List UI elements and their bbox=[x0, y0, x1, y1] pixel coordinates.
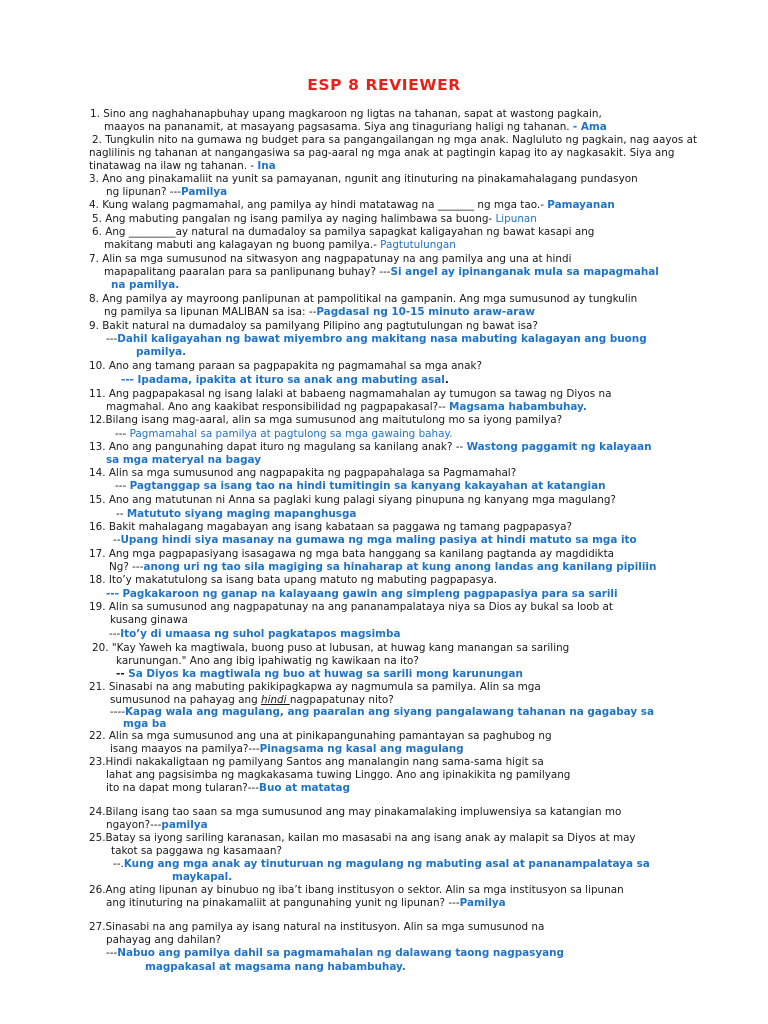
document-line bbox=[116, 655, 419, 668]
question-text: 2. Tungkulin nito na gumawa ng budget para sa pangangailangan ng mga anak. Nagluluto ng pagkain, nag aayos at bbox=[92, 134, 698, 146]
question-text: --. bbox=[113, 858, 124, 870]
question-text: kusang ginawa bbox=[110, 614, 188, 626]
document-line bbox=[115, 428, 452, 441]
answer-text: pamilya bbox=[161, 819, 208, 831]
question-text: 12.Bilang isang mag-aaral, alin sa mga sumusunod ang maitutulong mo sa iyong pamilya? bbox=[89, 414, 563, 426]
answer-text: Pinagsama ng kasal ang magulang bbox=[259, 743, 464, 755]
document-line bbox=[89, 548, 614, 561]
question-text: maayos na pananamit, at masayang pagsasama. Siya ang tinaguriang haligi ng tahanan. bbox=[104, 121, 573, 133]
document-line bbox=[106, 186, 227, 199]
question-text: 6. Ang _________ay natural na dumadaloy sa pamilya sapagkat kaligayahan ng bawat kasapi ang bbox=[92, 226, 595, 238]
answer-text: Pamilya bbox=[181, 186, 228, 198]
question-text: naglilinis ng tahanan at nangangasiwa sa pag-aaral ng mga anak at pagtingin kapag ito ay nagkasakit. Siya ang bbox=[89, 147, 675, 159]
question-text: takot sa paggawa ng kasamaan? bbox=[111, 845, 283, 857]
question-text: 17. Ang mga pagpapasiyang isasagawa ng mga bata hanggang sa kanilang pagtanda ay magdidikta bbox=[89, 548, 615, 560]
answer-text: --- Ipadama, ipakita at ituro sa anak ang mabuting asal bbox=[121, 374, 445, 386]
document-line bbox=[89, 441, 652, 454]
document-line bbox=[106, 947, 564, 960]
answer-text: magpakasal at magsama nang habambuhay. bbox=[145, 961, 406, 973]
answer-text: Wastong paggamit ng kalayaan bbox=[466, 441, 652, 453]
answer-text: Pagtutulungan bbox=[380, 239, 456, 251]
document-line bbox=[89, 147, 674, 160]
document-line bbox=[109, 628, 400, 641]
question-text: lahat ang pagsisimba ng magkakasama tuwing Linggo. Ano ang ipinakikita ng pamilyang bbox=[106, 769, 571, 781]
document-line bbox=[89, 360, 482, 373]
document-line bbox=[104, 266, 659, 279]
document-line bbox=[89, 253, 571, 266]
question-text: magmahal. Ano ang kaakibat responsibilidad ng pagpapakasal?-- bbox=[106, 401, 449, 413]
document-line bbox=[92, 642, 569, 655]
answer-text: sa mga materyal na bagay bbox=[106, 454, 262, 466]
answer-text: na pamilya. bbox=[111, 279, 180, 291]
document-line bbox=[89, 414, 562, 427]
question-text: 27.Sinasabi na ang pamilya ay isang natural na institusyon. Alin sa mga sumusunod na bbox=[89, 921, 545, 933]
document-line bbox=[115, 480, 606, 493]
document-line bbox=[89, 806, 621, 819]
question-text: pahayag ang dahilan? bbox=[106, 934, 221, 946]
document-line bbox=[106, 934, 221, 947]
question-text: . bbox=[444, 374, 449, 386]
question-text: 19. Alin sa sumusunod ang nagpapatunay na ang pananampalataya niya sa Dios ay bukal sa loob at bbox=[89, 601, 613, 613]
document-line bbox=[89, 388, 611, 401]
question-text: --- bbox=[109, 628, 121, 640]
question-text: 5. Ang mabuting pangalan ng isang pamilya ay naging halimbawa sa buong- bbox=[92, 213, 496, 225]
question-text: -- bbox=[113, 534, 121, 546]
question-text: -- bbox=[116, 668, 129, 680]
question-text: ito na dapat mong tularan?--- bbox=[106, 782, 260, 794]
answer-text: Magsama habambuhay. bbox=[449, 401, 587, 413]
question-text: Ng? --- bbox=[109, 561, 144, 573]
question-text: 4. Kung walang pagmamahal, ang pamilya ay hindi matatawag na _______ ng mga tao.- bbox=[89, 199, 548, 211]
document-line bbox=[90, 108, 602, 121]
document-line bbox=[145, 961, 406, 974]
document-line bbox=[111, 845, 282, 858]
document-line bbox=[89, 681, 541, 694]
document-line bbox=[89, 293, 637, 306]
document-line bbox=[116, 508, 356, 521]
document-line bbox=[136, 346, 186, 359]
document-line bbox=[110, 614, 188, 627]
answer-text: Kapag wala ang magulang, ang paaralan ang siyang pangalawang tahanan na gagabay sa bbox=[125, 706, 654, 718]
question-text: 22. Alin sa mga sumusunod ang una at pinikapangunahing pamantayan sa paghubog ng bbox=[89, 730, 552, 742]
question-text: 1. Sino ang naghahanapbuhay upang magkaroon ng ligtas na tahanan, sapat at wastong pagkain, bbox=[90, 108, 602, 120]
answer-text: Lipunan bbox=[495, 213, 537, 225]
question-text: ---- bbox=[110, 706, 125, 718]
page-title: ESP 8 REVIEWER bbox=[307, 76, 461, 94]
answer-text: anong uri ng tao sila magiging sa hinaharap at kung anong landas ang kanilang pipiliin bbox=[143, 561, 657, 573]
document-line bbox=[106, 769, 570, 782]
question-text: 18. Ito’y makatutulong sa isang bata upang matuto ng mabuting pagpapasya. bbox=[89, 574, 497, 586]
question-text: 7. Alin sa mga sumusunod na sitwasyon ang nagpapatunay na ang pamilya ang una at hindi bbox=[89, 253, 572, 265]
answer-text: Pamilya bbox=[459, 897, 506, 909]
question-text: --- bbox=[115, 480, 130, 492]
document-line bbox=[89, 756, 544, 769]
document-line bbox=[172, 871, 232, 884]
document-line bbox=[106, 588, 618, 601]
document-line bbox=[89, 730, 552, 743]
question-text: ng lipunan? --- bbox=[106, 186, 182, 198]
answer-text: Pagtanggap sa isang tao na hindi tumitingin sa kanyang kakayahan at katangian bbox=[129, 480, 606, 492]
answer-text: mga ba bbox=[123, 718, 167, 730]
document-line bbox=[89, 320, 538, 333]
answer-text: Matututo siyang maging mapanghusga bbox=[126, 508, 357, 520]
answer-text: Kung ang mga anak ay tinuturuan ng magulang ng mabuting asal at pananampalataya sa bbox=[123, 858, 650, 870]
question-text: 13. Ano ang pangunahing dapat ituro ng magulang sa kanilang anak? -- bbox=[89, 441, 467, 453]
document-line bbox=[106, 897, 506, 910]
answer-text: - Ama bbox=[572, 121, 607, 133]
answer-text: Si angel ay ipinanganak mula sa mapagmahal bbox=[390, 266, 659, 278]
answer-text: Pagmamahal sa pamilya at pagtulong sa mga gawaing bahay. bbox=[129, 428, 453, 440]
question-text: karunungan." Ano ang ibig ipahiwatig ng kawikaan na ito? bbox=[116, 655, 419, 667]
document-line bbox=[89, 160, 276, 173]
document-line bbox=[89, 494, 616, 507]
answer-text: Buo at matatag bbox=[259, 782, 350, 794]
question-text: nagpapatunay nito? bbox=[289, 694, 394, 706]
document-line bbox=[106, 333, 647, 346]
question-text: mapapalitang paaralan para sa panlipunang buhay? --- bbox=[104, 266, 391, 278]
answer-text: Ina bbox=[257, 160, 276, 172]
question-text: 16. Bakit mahalagang magabayan ang isang kabataan sa paggawa ng tamang pagpapasya? bbox=[89, 521, 573, 533]
document-line bbox=[92, 134, 697, 147]
document-line bbox=[116, 668, 523, 681]
answer-text: Sa Diyos ka magtiwala ng buo at huwag sa sarili mong karunungan bbox=[128, 668, 523, 680]
answer-text: Dahil kaligayahan ng bawat miyembro ang makitang nasa mabuting kalagayan ang buong bbox=[117, 333, 647, 345]
document-line bbox=[89, 921, 544, 934]
question-text: 20. "Kay Yaweh ka magtiwala, buong puso at lubusan, at huwag kang manangan sa sariling bbox=[92, 642, 570, 654]
question-text: 25.Batay sa iyong sariling karanasan, kailan mo masasabi na ang isang anak ay malapit sa Diyos at may bbox=[89, 832, 636, 844]
answer-text: maykapal. bbox=[172, 871, 233, 883]
question-text: tinatawag na ilaw ng tahanan. - bbox=[89, 160, 258, 172]
document-line bbox=[110, 743, 464, 756]
document-line bbox=[89, 601, 613, 614]
question-text: sumusunod na pahayag ang bbox=[110, 694, 261, 706]
question-text: 9. Bakit natural na dumadaloy sa pamilyang Pilipino ang pagtutulungan ng bawat isa? bbox=[89, 320, 538, 332]
document-line bbox=[89, 199, 615, 212]
answer-text: Nabuo ang pamilya dahil sa pagmamahalan ng dalawang taong nagpasyang bbox=[117, 947, 564, 959]
document-line bbox=[106, 454, 261, 467]
document-line bbox=[89, 467, 516, 480]
document-line bbox=[92, 226, 594, 239]
question-text: ng pamilya sa lipunan MALIBAN sa isa: -- bbox=[104, 306, 317, 318]
question-text: 14. Alin sa mga sumusunod ang nagpapakita ng pagpapahalaga sa Pagmamahal? bbox=[89, 467, 517, 479]
question-text: makitang mabuti ang kalagayan ng buong pamilya.- bbox=[104, 239, 381, 251]
answer-text: Upang hindi siya masanay na gumawa ng mga maling pasiya at hindi matuto sa mga ito bbox=[120, 534, 637, 546]
question-text: 21. Sinasabi na ang mabuting pakikipagkapwa ay nagmumula sa pamilya. Alin sa mga bbox=[89, 681, 541, 693]
question-text: 11. Ang pagpapakasal ng isang lalaki at babaeng nagmamahalan ay tumugon sa tawag ng Diyos na bbox=[89, 388, 612, 400]
document-line bbox=[106, 782, 350, 795]
document-line bbox=[104, 239, 456, 252]
question-text: 8. Ang pamilya ay mayroong panlipunan at pampolitikal na gampanin. Ang mga sumusunod ay tungkulin bbox=[89, 293, 638, 305]
document-line bbox=[89, 574, 497, 587]
document-line bbox=[89, 521, 572, 534]
document-line bbox=[109, 561, 656, 574]
question-text: --- bbox=[106, 333, 118, 345]
question-text: 23.Hindi nakakaligtaan ng pamilyang Santos ang manalangin nang sama-sama higit sa bbox=[89, 756, 544, 768]
answer-text: --- Pagkakaroon ng ganap na kalayaang gawin ang simpleng pagpapasiya para sa sarili bbox=[106, 588, 618, 600]
answer-text: pamilya. bbox=[136, 346, 187, 358]
document-line bbox=[113, 858, 650, 871]
question-text: 24.Bilang isang tao saan sa mga sumusunod ang may pinakamalaking impluwensiya sa katangian mo bbox=[89, 806, 622, 818]
answer-text: Pamayanan bbox=[547, 199, 615, 211]
document-line bbox=[106, 401, 587, 414]
question-text: 26.Ang ating lipunan ay binubuo ng iba’t ibang institusyon o sektor. Alin sa mga institusyon sa lipunan bbox=[89, 884, 624, 896]
document-line bbox=[111, 279, 179, 292]
document-line bbox=[89, 884, 624, 897]
question-text: ngayon?--- bbox=[106, 819, 162, 831]
document-line bbox=[104, 121, 607, 134]
question-text: hindi bbox=[260, 694, 290, 706]
document-line bbox=[89, 832, 636, 845]
document-line bbox=[110, 706, 654, 719]
document-line bbox=[89, 173, 638, 186]
document-line bbox=[121, 374, 449, 387]
question-text: 10. Ano ang tamang paraan sa pagpapakita ng pagmamahal sa mga anak? bbox=[89, 360, 483, 372]
document-line bbox=[106, 819, 208, 832]
document-line bbox=[104, 306, 535, 319]
question-text: isang maayos na pamilya?--- bbox=[110, 743, 260, 755]
question-text: -- bbox=[116, 508, 127, 520]
question-text: --- bbox=[106, 947, 118, 959]
question-text: --- bbox=[115, 428, 130, 440]
question-text: 3. Ano ang pinakamaliit na yunit sa pamayanan, ngunit ang itinuturing na pinakamahalagang pundasyon bbox=[89, 173, 638, 185]
question-text: ang itinuturing na pinakamaliit at pangunahing yunit ng lipunan? --- bbox=[106, 897, 460, 909]
document-line bbox=[92, 213, 537, 226]
document-line bbox=[113, 534, 637, 547]
answer-text: Pagdasal ng 10-15 minuto araw-araw bbox=[316, 306, 535, 318]
answer-text: Ito’y di umaasa ng suhol pagkatapos magsimba bbox=[120, 628, 401, 640]
question-text: 15. Ano ang matutunan ni Anna sa paglaki kung palagi siyang pinupuna ng kanyang mga magulang? bbox=[89, 494, 616, 506]
